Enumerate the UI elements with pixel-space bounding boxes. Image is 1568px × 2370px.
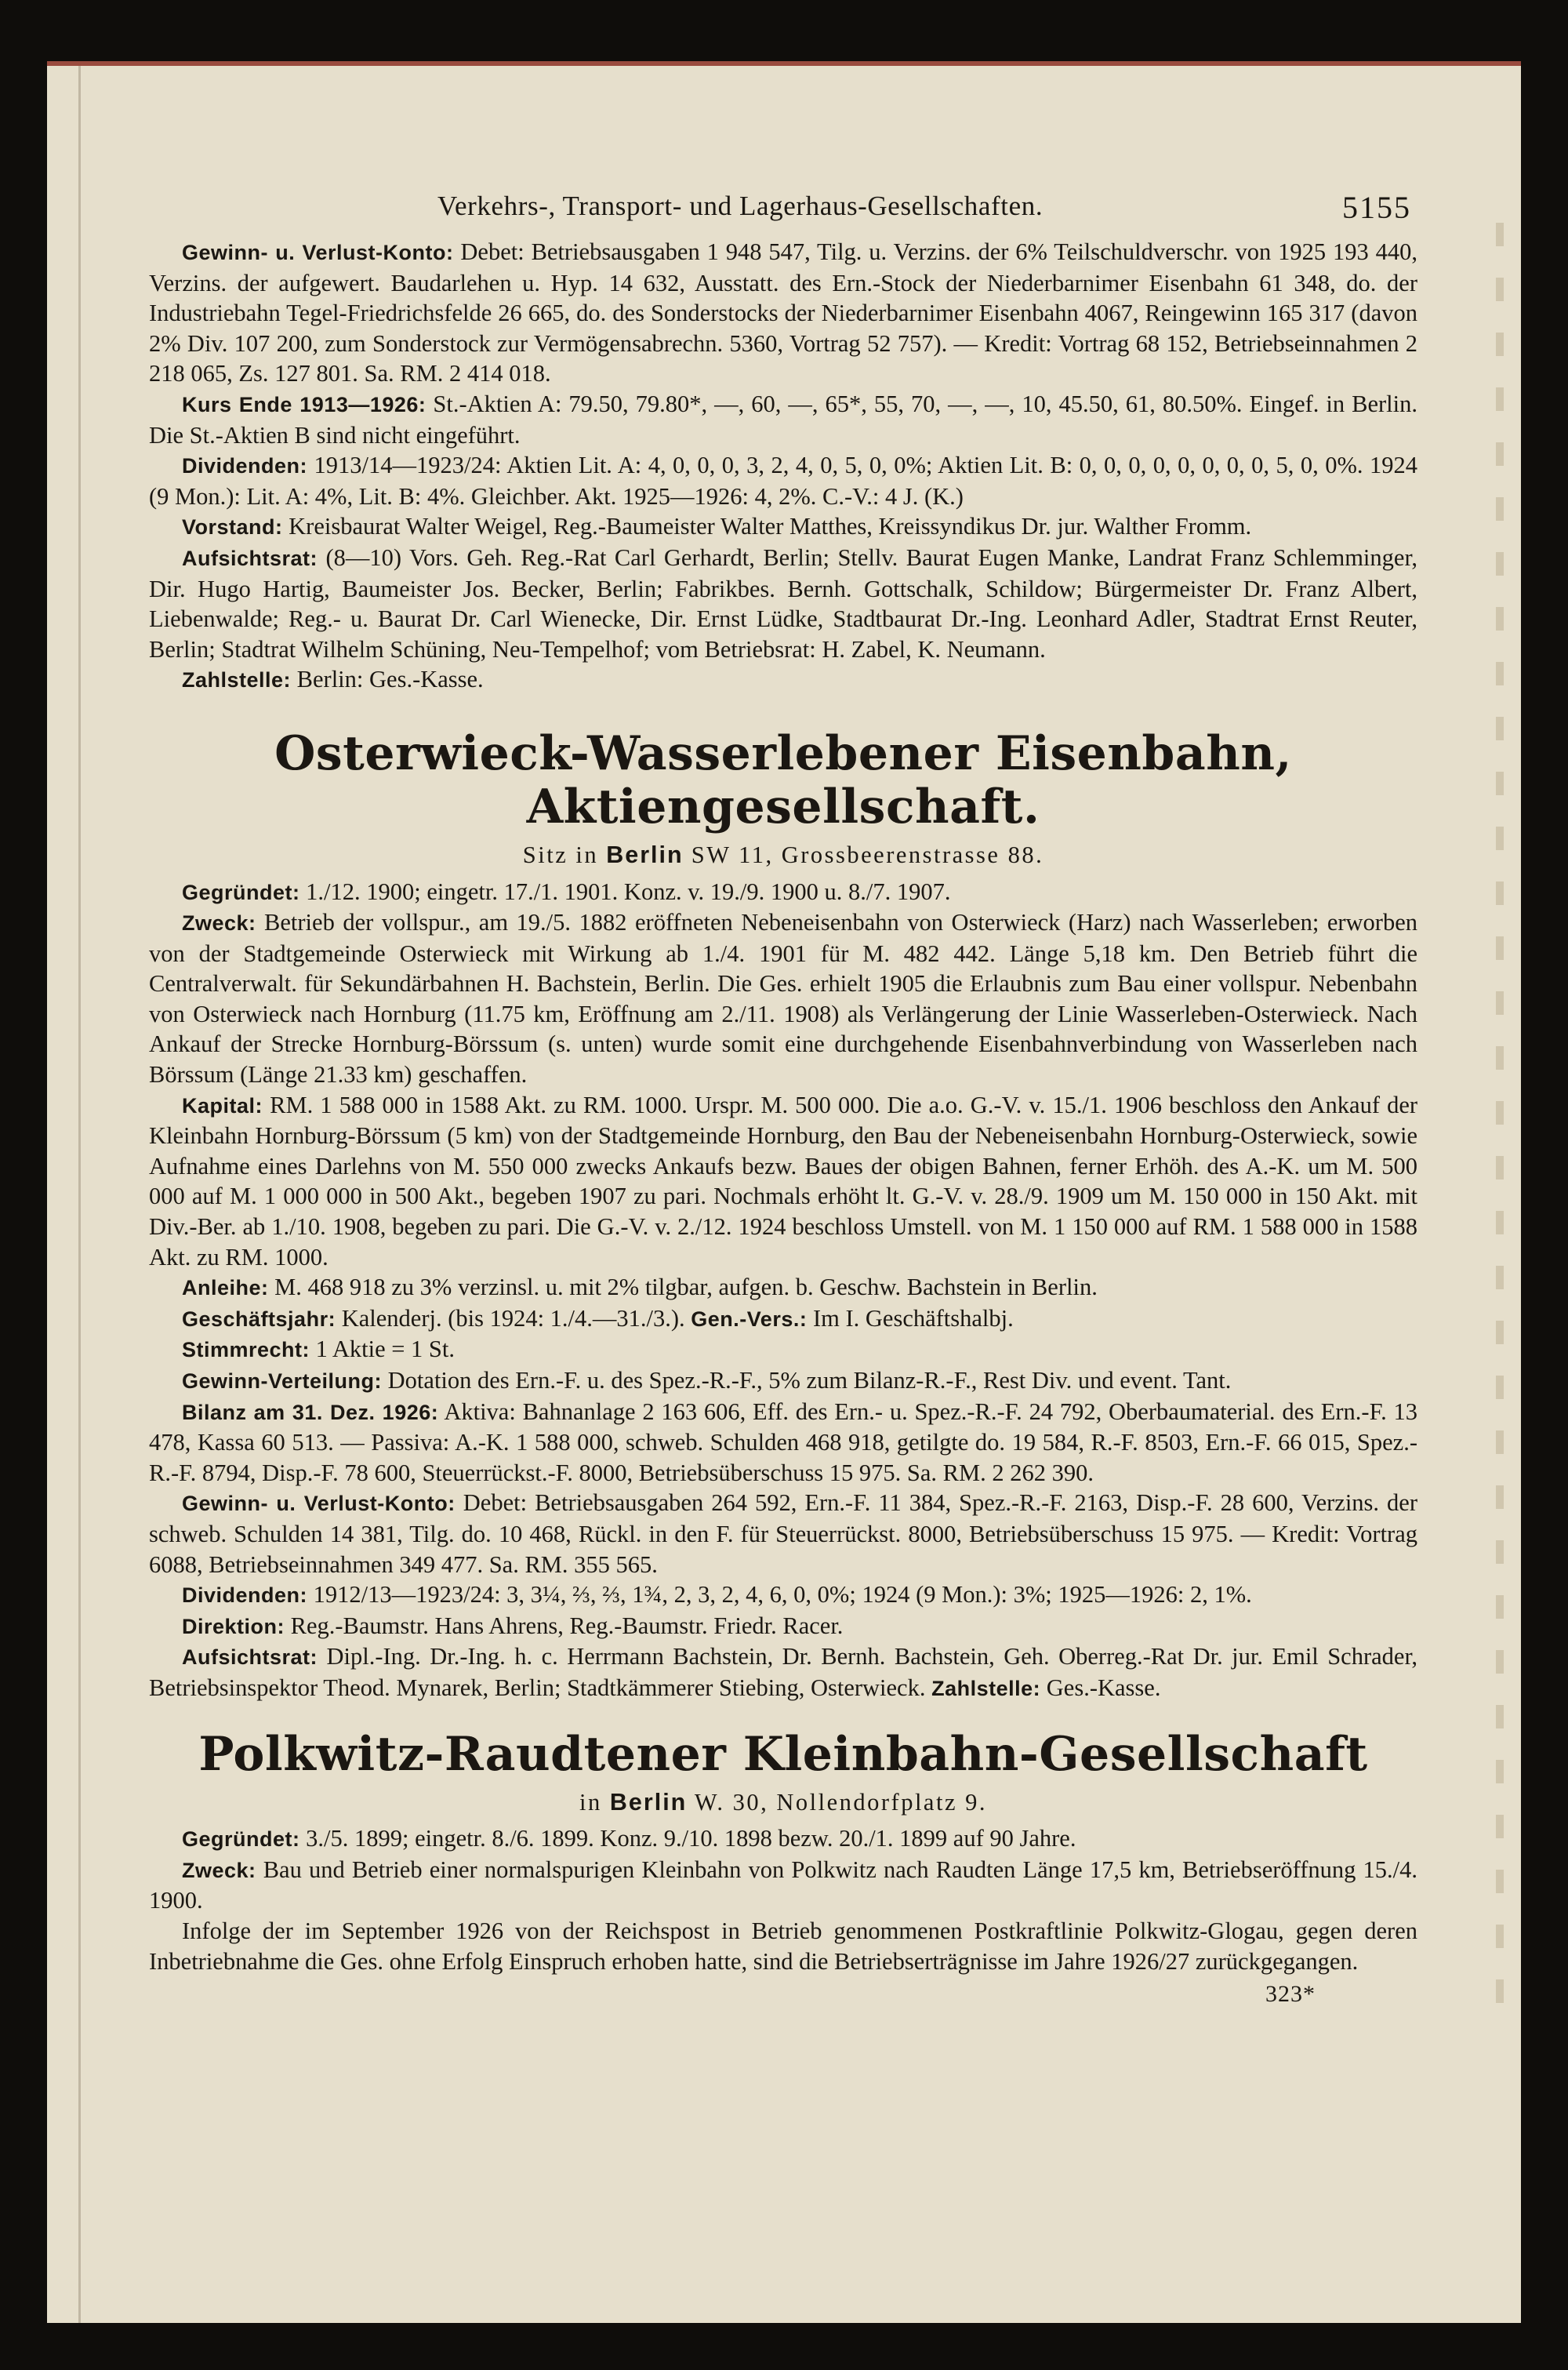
entry-bilanz bbox=[149, 1397, 1417, 1489]
entry-key: Zweck: bbox=[182, 1858, 256, 1882]
entry-infolge bbox=[149, 1916, 1417, 1976]
entry-key: Anleihe: bbox=[182, 1276, 269, 1300]
entry-gegruendet bbox=[149, 1823, 1417, 1855]
entry-dividenden bbox=[149, 450, 1417, 511]
entry-key: Zahlstelle: bbox=[182, 668, 292, 692]
company-seat bbox=[149, 840, 1417, 871]
entry-gewinn-verteilung bbox=[149, 1365, 1417, 1397]
entry-kurs bbox=[149, 389, 1417, 450]
entry-key: Gegründet: bbox=[182, 880, 300, 904]
entry-key: Zahlstelle: bbox=[931, 1676, 1041, 1700]
seat-prefix: Sitz in bbox=[522, 841, 599, 868]
entry-text: Reg.-Baumstr. Hans Ahrens, Reg.-Baumstr. Friedr. Racer. bbox=[290, 1612, 844, 1639]
entry-direktion bbox=[149, 1611, 1417, 1642]
entry-key: Dividenden: bbox=[182, 1583, 308, 1608]
entry-key: Gegründet: bbox=[182, 1827, 300, 1852]
entry-text: Kreisbaurat Walter Weigel, Reg.-Baumeister Walter Matthes, Kreissyndikus Dr. jur. Walther Fromm. bbox=[289, 513, 1252, 540]
sheet-signature-mark: 323* bbox=[1265, 1981, 1316, 2008]
page-gutter bbox=[78, 66, 81, 2323]
entry-key: Gen.-Vers.: bbox=[691, 1307, 808, 1331]
book-page bbox=[47, 61, 1521, 2323]
seat-city: Berlin bbox=[609, 1788, 688, 1816]
entry-guv bbox=[149, 1488, 1417, 1579]
page-number: 5155 bbox=[1342, 190, 1411, 225]
entry-text: Ges.-Kasse. bbox=[1046, 1674, 1161, 1701]
entry-text: Berlin: Ges.-Kasse. bbox=[296, 666, 484, 693]
company-title: Polkwitz-Raudtener Kleinbahn-Gesellschaft bbox=[198, 1726, 1368, 1782]
entry-text: (8—10) Vors. Geh. Reg.-Rat Carl Gerhardt, Berlin; Stellv. Baurat Eugen Manke, Landrat Franz Schlemminger, Dir. Hugo Hartig, Baumeister Jos. Becker, Berlin; Fabrikbes. Bernh. Gottschalk, Schildow; Bürgermeister Dr. Franz Albert, Liebenwalde; Reg.- u. Baurat Dr. Carl Wienecke, Dir. Ernst Lüdke, Stadtbaurat Dr.-Ing. Leonhard Adler, Stadtrat Ernst Reuter, Berlin; Stadtrat Wilhelm Schüning, Neu-Tempelhof; vom Betriebsrat: H. Zabel, K. Neumann. bbox=[149, 543, 1418, 663]
page-edge-stain bbox=[1496, 223, 1504, 2009]
company-title: Osterwieck-Wasserlebener Eisenbahn, Aktiengesellschaft. bbox=[274, 725, 1292, 834]
entry-text: Aktiva: Bahnanlage 2 163 606, Eff. des Ern.- u. Spez.-R.-F. 24 792, Oberbaumaterial. des Ern.-F. 13 478, Kassa 60 513. — Passiva: A.-K. 1 588 000, schweb. Schulden 468 918, getilgte do. 19 584, R.-F. 8503, Ern.-F. 66 015, Spez.-R.-F. 8794, Disp.-F. 78 600, Steuerrückst.-F. 8000, Betriebsüberschuss 15 975. Sa. RM. 2 262 390. bbox=[149, 1398, 1417, 1486]
entry-gegruendet bbox=[149, 877, 1417, 908]
page-content bbox=[149, 184, 1417, 2010]
entry-key: Zweck: bbox=[182, 911, 256, 936]
entry-text: Kalenderj. (bis 1924: 1./4.—31./3.). bbox=[341, 1304, 685, 1332]
entry-text: 1912/13—1923/24: 3, 3¼, ⅔, ⅔, 1¾, 2, 3, 2, 4, 6, 0, 0%; 1924 (9 Mon.): 3%; 1925—1926: 2, 1%. bbox=[313, 1581, 1252, 1608]
entry-key: Stimmrecht: bbox=[182, 1338, 310, 1362]
entry-zweck bbox=[149, 907, 1417, 1090]
entry-key: Geschäftsjahr: bbox=[182, 1307, 336, 1331]
running-header bbox=[149, 184, 1417, 235]
entry-key: Direktion: bbox=[182, 1614, 285, 1638]
entry-stimmrecht bbox=[149, 1334, 1417, 1365]
entry-kapital bbox=[149, 1090, 1417, 1273]
entry-guv bbox=[149, 237, 1417, 389]
entry-key: Kapital: bbox=[182, 1093, 263, 1118]
entry-key: Gewinn- u. Verlust-Konto: bbox=[182, 241, 454, 264]
entry-text: Im I. Geschäftshalbj. bbox=[812, 1304, 1014, 1332]
entry-key: Aufsichtsrat: bbox=[182, 1645, 318, 1670]
entry-text: Debet: Betriebsausgaben 1 948 547, Tilg. u. Verzins. der 6% Teilschuldverschr. von 1925 193 440, Verzins. der aufgewert. Baudarlehen u. Hyp. 14 632, Ausstatt. des Ern.-Stock der Niederbarnimer Eisenbahn 61 348, do. der Industriebahn Tegel-Friedrichsfelde 26 665, do. des Sonderstocks der Niederbarnimer Eisenbahn 4067, Reingewinn 165 317 (davon 2% Div. 107 200, zum Sonderstock zur Vermögensabrechn. 5360, Vortrag 52 757). — Kredit: Vortrag 68 152, Betriebseinnahmen 2 218 065, Zs. 127 801. Sa. RM. 2 414 018. bbox=[149, 238, 1417, 387]
entry-text: Debet: Betriebsausgaben 264 592, Ern.-F. 11 384, Spez.-R.-F. 2163, Disp.-F. 28 600, Verzins. der schweb. Schulden 14 381, Tilg. do. 10 468, Rückl. in den F. für Steuerrückst. 8000, Betriebsüberschuss 15 975. — Kredit: Vortrag 6088, Betriebseinnahmen 349 477. Sa. RM. 355 565. bbox=[149, 1489, 1417, 1578]
seat-address: SW 11, Grossbeerenstrasse 88. bbox=[691, 841, 1044, 868]
entry-zahlstelle bbox=[149, 664, 1417, 696]
entry-aufsichtsrat bbox=[149, 543, 1417, 664]
seat-address: W. 30, Nollendorfplatz 9. bbox=[694, 1788, 987, 1816]
entry-zweck bbox=[149, 1855, 1417, 1916]
seat-prefix: in bbox=[579, 1788, 602, 1816]
entry-key: Kurs Ende 1913—1926: bbox=[182, 392, 426, 416]
entry-text: St.-Aktien A: 79.50, 79.80*, —, 60, —, 65*, 55, 70, —, —, 10, 45.50, 61, 80.50%. Eingef. in Berlin. Die St.-Aktien B sind nicht eingeführt. bbox=[149, 390, 1417, 449]
entry-anleihe bbox=[149, 1272, 1417, 1303]
entry-key: Vorstand: bbox=[182, 515, 283, 540]
entry-text: Bau und Betrieb einer normalspurigen Kleinbahn von Polkwitz nach Raudten Länge 17,5 km, Betriebseröffnung 15./4. 1900. bbox=[149, 1856, 1417, 1914]
entry-aufsichtsrat bbox=[149, 1641, 1417, 1703]
entry-key: Gewinn- u. Verlust-Konto: bbox=[182, 1492, 456, 1516]
entry-text: Infolge der im September 1926 von der Reichspost in Betrieb genommenen Postkraftlinie Polkwitz-Glogau, gegen deren Inbetriebnahme die Ges. ohne Erfolg Einspruch erhoben hatte, sind die Betriebserträgnisse im Jahre 1926/27 zurückgegangen. bbox=[149, 1917, 1417, 1975]
seat-city: Berlin bbox=[606, 841, 684, 868]
company-seat bbox=[149, 1787, 1417, 1818]
entry-text: Betrieb der vollspur., am 19./5. 1882 eröffneten Nebeneisenbahn von Osterwieck (Harz) nach Wasserleben; erworben von der Stadtgemeinde Osterwieck mit Wirkung ab 1./4. 1901 für M. 482 442. Länge 5,18 km. Den Betrieb führt die Centralverwalt. für Sekundärbahnen H. Bachstein, Berlin. Die Ges. erhielt 1905 die Erlaubnis zum Bau einer vollspur. Nebenbahn von Osterwieck nach Hornburg (11.75 km, Eröffnung am 2./11. 1908) als Verlängerung der Linie Wasserleben-Osterwieck. Nach Ankauf der Strecke Hornburg-Börssum (s. unten) wurde somit eine durchgehende Eisenbahnverbindung von Wasserleben nach Börssum (Länge 21.33 km) geschaffen. bbox=[149, 909, 1417, 1089]
entry-text: 1913/14—1923/24: Aktien Lit. A: 4, 0, 0, 0, 3, 2, 4, 0, 5, 0, 0%; Aktien Lit. B: 0, 0, 0, 0, 0, 0, 0, 0, 5, 0, 0%. 1924 (9 Mon.): Lit. A: 4%, Lit. B: 4%. Gleichber. Akt. 1925—1926: 4, 2%. C.-V.: 4 J. (K.) bbox=[149, 452, 1417, 510]
running-title: Verkehrs-, Transport- und Lagerhaus-Gesellschaften. bbox=[437, 191, 1044, 221]
entry-text: 3./5. 1899; eingetr. 8./6. 1899. Konz. 9./10. 1898 bezw. 20./1. 1899 auf 90 Jahre. bbox=[306, 1825, 1076, 1852]
entry-text: Dipl.-Ing. Dr.-Ing. h. c. Herrmann Bachstein, Dr. Bernh. Bachstein, Geh. Oberreg.-Rat Dr. jur. Emil Schrader, Betriebsinspektor Theod. Mynarek, Berlin; Stadtkämmerer Stiebing, Osterwieck. bbox=[149, 1643, 1418, 1701]
entry-text: RM. 1 588 000 in 1588 Akt. zu RM. 1000. Urspr. M. 500 000. Die a.o. G.-V. v. 15./1. 1906 beschloss den Ankauf der Kleinbahn Hornburg-Börssum (5 km) von der Stadtgemeinde Hornburg, den Bau der Nebeneisenbahn Hornburg-Osterwieck, sowie Aufnahme eines Darlehns von M. 550 000 zwecks Ankaufs bezw. Baues der obigen Bahnen, ferner Erhöh. des A.-K. um M. 500 000 auf M. 1 000 000 in 500 Akt., begeben 1907 zu pari. Nochmals erhöht lt. G.-V. v. 28./9. 1909 um M. 150 000 in 150 Akt. mit Div.-Ber. ab 1./10. 1908, begeben zu pari. Die G.-V. v. 2./12. 1924 beschloss Umstell. von M. 1 150 000 auf RM. 1 588 000 in 1588 Akt. zu RM. 1000. bbox=[149, 1091, 1418, 1270]
entry-vorstand bbox=[149, 511, 1417, 543]
entry-text: 1 Aktie = 1 St. bbox=[315, 1336, 455, 1363]
entry-key: Gewinn-Verteilung: bbox=[182, 1369, 383, 1393]
entry-key: Bilanz am 31. Dez. 1926: bbox=[182, 1400, 439, 1424]
entry-key: Dividenden: bbox=[182, 454, 308, 478]
entry-text: M. 468 918 zu 3% verzinsl. u. mit 2% tilgbar, aufgen. b. Geschw. Bachstein in Berlin. bbox=[274, 1274, 1098, 1301]
entry-key: Aufsichtsrat: bbox=[182, 546, 318, 570]
entry-dividenden bbox=[149, 1579, 1417, 1611]
entry-text: Dotation des Ern.-F. u. des Spez.-R.-F., 5% zum Bilanz-R.-F., Rest Div. und event. Tant. bbox=[387, 1367, 1232, 1394]
entry-text: 1./12. 1900; eingetr. 17./1. 1901. Konz. v. 19./9. 1900 u. 8./7. 1907. bbox=[306, 878, 951, 905]
entry-geschaeftsjahr bbox=[149, 1303, 1417, 1335]
